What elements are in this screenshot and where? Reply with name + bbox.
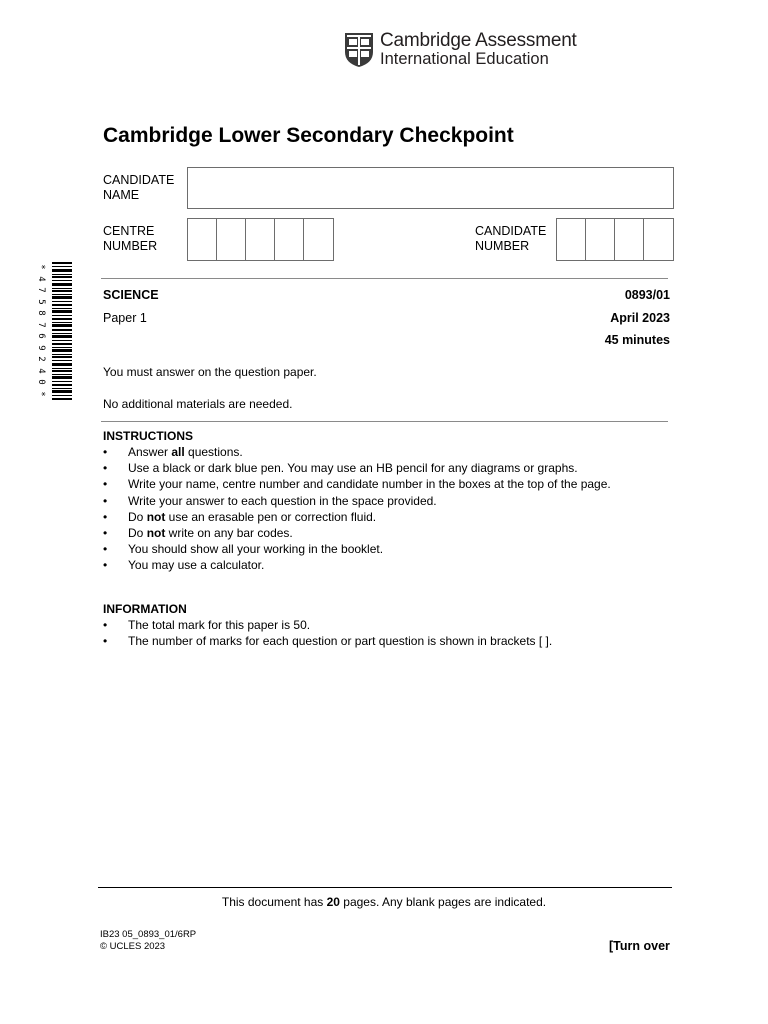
exam-date: April 2023 xyxy=(610,311,670,325)
list-item xyxy=(103,493,611,509)
list-item-text: Answer xyxy=(128,445,172,459)
barcode-char: 7 xyxy=(36,287,46,293)
list-item-text: You may use a calculator. xyxy=(128,558,265,573)
list-item-text: write on any bar codes. xyxy=(165,526,293,541)
document-code: IB23 05_0893_01/6RP xyxy=(100,929,197,940)
centre-digit-box[interactable] xyxy=(188,219,217,260)
page-count-note xyxy=(0,895,768,909)
paper-number: Paper 1 xyxy=(103,311,147,325)
footer-divider xyxy=(98,887,672,888)
materials-note: No additional materials are needed. xyxy=(103,397,293,411)
centre-number-label-line1: CENTRE xyxy=(103,224,155,238)
page-count-post: pages. Any blank pages are indicated. xyxy=(339,895,547,909)
centre-number-label-line2: NUMBER xyxy=(103,239,158,253)
list-item-text: Do xyxy=(128,509,147,524)
candidate-name-label xyxy=(103,173,174,203)
copyright: © UCLES 2023 xyxy=(100,941,166,952)
list-item xyxy=(103,617,552,633)
logo-line-1: Cambridge Assessment xyxy=(380,30,577,51)
list-item-emphasis: not xyxy=(146,526,166,541)
centre-number-boxes[interactable] xyxy=(187,218,334,261)
list-item-text: Write your name, centre number and candidate number in the boxes at the top of the page. xyxy=(128,477,611,492)
list-item xyxy=(103,460,611,476)
list-item xyxy=(103,541,611,557)
barcode-char: * xyxy=(36,390,46,397)
answer-note: You must answer on the question paper. xyxy=(103,365,317,379)
barcode-char: * xyxy=(36,264,46,270)
list-item-text: Use a black or dark blue pen. You may use an HB pencil for any diagrams or graphs. xyxy=(128,461,578,476)
turn-over-label: [Turn over xyxy=(609,939,670,953)
centre-digit-box[interactable] xyxy=(217,219,246,260)
subject: SCIENCE xyxy=(103,288,159,302)
information-list xyxy=(103,617,552,649)
list-item xyxy=(103,444,611,460)
list-item xyxy=(103,525,611,541)
barcode-char: 6 xyxy=(36,333,46,339)
list-item-text: The total mark for this paper is 50. xyxy=(128,618,311,632)
exam-duration: 45 minutes xyxy=(604,333,670,347)
centre-number-label xyxy=(103,224,157,254)
page-title: Cambridge Lower Secondary Checkpoint xyxy=(103,124,514,147)
paper-code: 0893/01 xyxy=(624,288,670,302)
list-item xyxy=(103,633,552,649)
barcode-char: 5 xyxy=(36,298,46,305)
divider xyxy=(101,278,668,279)
candidate-number-label-line2: NUMBER xyxy=(475,239,530,253)
candidate-number-label-line1: CANDIDATE xyxy=(475,224,547,238)
candidate-digit-box[interactable] xyxy=(644,219,673,260)
barcode-char: 4 xyxy=(36,275,46,282)
barcode-char: 8 xyxy=(36,310,46,316)
list-item-text: questions. xyxy=(184,445,243,459)
candidate-name-box[interactable] xyxy=(187,167,674,209)
list-item-emphasis: not xyxy=(146,509,166,524)
candidate-number-boxes[interactable] xyxy=(556,218,674,261)
candidate-digit-box[interactable] xyxy=(557,219,586,260)
list-item-text: Do xyxy=(128,526,147,541)
list-item-emphasis: all xyxy=(171,445,185,459)
candidate-digit-box[interactable] xyxy=(586,219,615,260)
list-item-text: You should show all your working in the booklet. xyxy=(128,542,384,557)
centre-digit-box[interactable] xyxy=(246,219,275,260)
barcode-char: 9 xyxy=(36,344,46,351)
candidate-name-label-line2: NAME xyxy=(103,188,140,202)
logo-line-2: International Education xyxy=(380,50,549,68)
barcode-char: 2 xyxy=(36,356,46,362)
shield-crest-icon xyxy=(344,32,374,68)
centre-digit-box[interactable] xyxy=(275,219,304,260)
information-heading: INFORMATION xyxy=(103,602,187,616)
barcode-text xyxy=(34,262,48,400)
list-item xyxy=(103,509,611,525)
barcode-char: 4 xyxy=(36,367,46,374)
page-count-number: 20 xyxy=(326,895,340,909)
centre-digit-box[interactable] xyxy=(304,219,333,260)
candidate-number-label xyxy=(475,224,546,254)
candidate-digit-box[interactable] xyxy=(615,219,644,260)
page-count-pre: This document has xyxy=(221,895,327,909)
instructions-heading: INSTRUCTIONS xyxy=(103,429,193,443)
barcode-char: 0 xyxy=(36,379,46,385)
list-item-text: Write your answer to each question in the space provided. xyxy=(128,493,437,508)
list-item-text: The number of marks for each question or part question is shown in brackets [ ]. xyxy=(128,634,553,649)
candidate-name-label-line1: CANDIDATE xyxy=(103,173,175,187)
barcode xyxy=(52,262,72,400)
list-item xyxy=(103,476,611,492)
instructions-list xyxy=(103,444,611,574)
divider xyxy=(101,421,668,422)
list-item xyxy=(103,557,611,573)
list-item-text: use an erasable pen or correction fluid. xyxy=(165,509,377,524)
barcode-char: 7 xyxy=(36,321,46,328)
cambridge-logo xyxy=(344,30,577,72)
